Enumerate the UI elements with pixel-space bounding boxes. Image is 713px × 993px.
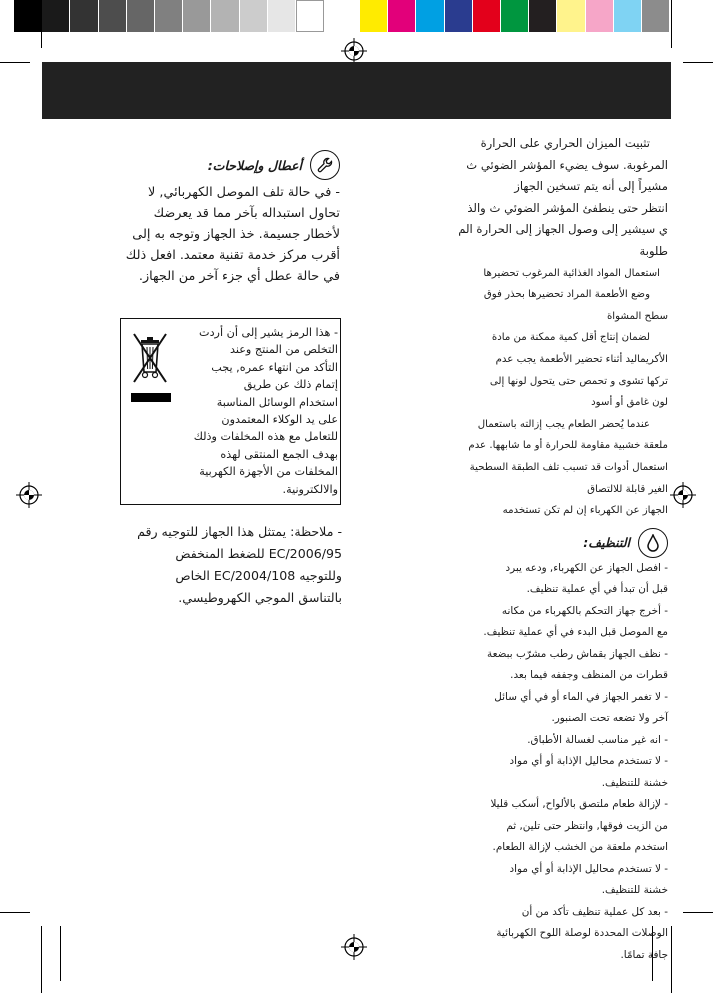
left-column bbox=[28, 150, 340, 287]
text-line: قطرات من المنظف وجففه فيما بعد. bbox=[510, 669, 668, 682]
text-line: ملعقة خشبية مقاومة للحرارة أو ما شابهها. عدم bbox=[468, 440, 668, 452]
text-line: مشيراً إلى أنه يتم تسخين الجهاز bbox=[514, 179, 668, 194]
grayscale-color-bar bbox=[14, 0, 324, 32]
right-column bbox=[357, 133, 668, 966]
color-swatch bbox=[557, 0, 585, 32]
text-line: استعمال المواد الغذائية المرغوب تحضيرها bbox=[483, 267, 660, 279]
color-swatch bbox=[183, 0, 211, 32]
text-line: بالتناسق الموجي الكهروطيسي. bbox=[178, 590, 342, 605]
text-line: قبل أن تبدأ في أي عملية تنظيف. bbox=[526, 583, 668, 596]
text-line: - نظف الجهاز بقماش رطب مشرّب ببضعة bbox=[487, 647, 668, 660]
text-line: لضمان إنتاج أقل كمية ممكنة من مادة bbox=[491, 332, 650, 344]
text-line: للتعامل مع هذه المخلفات وذلك bbox=[193, 430, 338, 444]
cleaning-heading bbox=[357, 528, 668, 558]
text-line: الأكريماليد أثناء تحضير الأطعمة يجب عدم bbox=[495, 353, 668, 365]
color-swatch bbox=[473, 0, 501, 32]
crop-mark bbox=[0, 62, 30, 63]
text-line: بهدف الجمع المنتقى لهذه bbox=[220, 447, 338, 461]
text-line: - هذا الرمز يشير إلى أن أردت bbox=[199, 326, 338, 339]
text-line: - افصل الجهاز عن الكهرباء, ودعه يبرد bbox=[505, 561, 668, 574]
temperature-instructions bbox=[357, 133, 668, 263]
text-line: جافة تمامًا. bbox=[620, 948, 668, 961]
text-line: تثبيت الميزان الحراري على الحرارة bbox=[480, 136, 650, 150]
text-line: مع الموصل قبل البدء في أي عملية تنظيف. bbox=[483, 626, 668, 639]
color-swatch bbox=[99, 0, 127, 32]
faults-title: أعطال وإصلاحات: bbox=[207, 157, 302, 173]
text-line: سطح المشواة bbox=[606, 310, 668, 322]
color-swatch bbox=[240, 0, 268, 32]
text-line: - لا تستخدم محاليل الإذابة أو أي مواد bbox=[509, 862, 668, 875]
crop-mark bbox=[41, 0, 42, 48]
color-swatch bbox=[155, 0, 183, 32]
text-line: الوصلات المحددة لوصلة اللوح الكهربائية bbox=[496, 927, 668, 940]
crop-mark bbox=[683, 62, 713, 63]
faults-heading bbox=[28, 150, 340, 180]
text-line: - لا تستخدم محاليل الإذابة أو أي مواد bbox=[509, 755, 668, 768]
text-line: انتظر حتى ينطفئ المؤشر الضوئي ث والذ bbox=[467, 200, 668, 215]
text-line: وللتوجيه EC/2004/108 الخاص bbox=[175, 568, 342, 583]
disposal-text bbox=[172, 324, 338, 498]
water-drop-icon bbox=[638, 528, 668, 558]
compliance-note bbox=[120, 521, 342, 609]
text-line: تحاول استبداله بآخر مما قد يعرضك bbox=[153, 206, 340, 221]
header-banner bbox=[42, 62, 671, 119]
cooking-tips bbox=[357, 263, 668, 522]
color-swatch bbox=[642, 0, 670, 32]
text-line: تركها تشوى و تحمص حتى يتحول لونها إلى bbox=[489, 375, 668, 387]
color-swatch bbox=[360, 0, 388, 32]
registration-mark-icon bbox=[16, 482, 42, 508]
crop-mark bbox=[683, 912, 713, 913]
text-line: استعمال أدوات قد تسبب تلف الطبقة السطحية bbox=[469, 461, 668, 473]
text-line: لأخطار جسيمة. خذ الجهاز وتوجه به إلى bbox=[132, 227, 340, 242]
text-line: أقرب مركز خدمة تقنية معتمد. افعل ذلك bbox=[125, 248, 340, 263]
text-line: - انه غير مناسب لغسالة الأطباق. bbox=[527, 733, 668, 746]
color-swatch bbox=[388, 0, 416, 32]
registration-mark-icon bbox=[670, 482, 696, 508]
text-line: المرغوبة. سوف يضيء المؤشر الضوئي ث bbox=[466, 157, 668, 172]
color-swatch bbox=[296, 0, 324, 32]
text-line: على يد الوكلاء المعتمدون bbox=[221, 413, 338, 427]
text-line: - لا تغمر الجهاز في الماء أو في أي سائل bbox=[494, 690, 668, 703]
text-line: EC/2006/95 للضغط المنخفض bbox=[175, 546, 342, 561]
text-line: خشنة للتنظيف. bbox=[601, 776, 668, 789]
cleaning-title: التنظيف: bbox=[583, 535, 630, 551]
color-swatch bbox=[586, 0, 614, 32]
color-swatch bbox=[70, 0, 98, 32]
text-line: خشنة للتنظيف. bbox=[601, 884, 668, 897]
text-line: استخدام الوسائل المناسبة bbox=[216, 395, 338, 409]
text-line: ي سيشير إلى وصول الجهاز إلى الحرارة الم bbox=[458, 222, 668, 237]
crop-mark bbox=[0, 912, 30, 913]
text-line: الغير قابلة للالتصاق bbox=[587, 483, 668, 495]
text-line: - لإزالة طعام ملتصق بالألواح, أسكب قليلا bbox=[490, 798, 668, 811]
registration-mark-icon bbox=[341, 38, 367, 64]
faults-text bbox=[28, 182, 340, 287]
crop-mark bbox=[671, 0, 672, 48]
wrench-icon bbox=[310, 150, 340, 180]
color-swatch bbox=[42, 0, 70, 32]
text-line: الجهاز عن الكهرباء إن لم تكن تستخدمه bbox=[502, 505, 668, 517]
text-line: - ملاحظة: يمتثل هذا الجهاز للتوجيه رقم bbox=[137, 524, 342, 539]
color-swatch bbox=[268, 0, 296, 32]
text-line: التخلص من المنتج وعند bbox=[230, 343, 338, 357]
color-swatch bbox=[445, 0, 473, 32]
text-line: - أخرج جهاز التحكم بالكهرباء من مكانه bbox=[501, 604, 668, 617]
color-swatch bbox=[614, 0, 642, 32]
text-line: التأكد من انتهاء عمره, يجب bbox=[211, 360, 338, 374]
text-line: لون غامق أو أسود bbox=[591, 397, 668, 409]
text-line: طلوبة bbox=[639, 243, 668, 258]
text-line: استخدم ملعقة من الخشب لإزالة الطعام. bbox=[492, 841, 668, 854]
crop-mark bbox=[671, 926, 672, 993]
color-swatch bbox=[529, 0, 557, 32]
color-swatch bbox=[501, 0, 529, 32]
color-swatch bbox=[211, 0, 239, 32]
process-color-bar bbox=[360, 0, 670, 32]
text-line: في حالة عطل أي جزء آخر من الجهاز. bbox=[138, 269, 340, 284]
text-line: من الزيت فوقها, وانتظر حتى تلين, ثم bbox=[506, 819, 668, 832]
color-swatch bbox=[127, 0, 155, 32]
color-swatch bbox=[416, 0, 444, 32]
crop-mark bbox=[41, 926, 42, 993]
color-swatch bbox=[14, 0, 42, 32]
text-line: وضع الأطعمة المراد تحضيرها بحذر فوق bbox=[483, 289, 650, 301]
text-line: - بعد كل عملية تنظيف تأكد من أن bbox=[521, 905, 668, 918]
crop-mark bbox=[60, 926, 61, 981]
text-line: عندما يُحضر الطعام يجب إزالته باستعمال bbox=[477, 418, 650, 430]
text-line: المخلفات من الأجهزة الكهربية bbox=[199, 465, 338, 479]
bin-solid-bar bbox=[131, 393, 171, 402]
text-line: آخر ولا تضعه تحت الصنبور. bbox=[551, 712, 668, 725]
cleaning-instructions bbox=[357, 558, 668, 967]
text-line: إتمام ذلك عن طريق bbox=[243, 378, 338, 392]
text-line: والالكترونية. bbox=[282, 482, 338, 496]
text-line: - في حالة تلف الموصل الكهربائي, لا bbox=[148, 185, 340, 200]
